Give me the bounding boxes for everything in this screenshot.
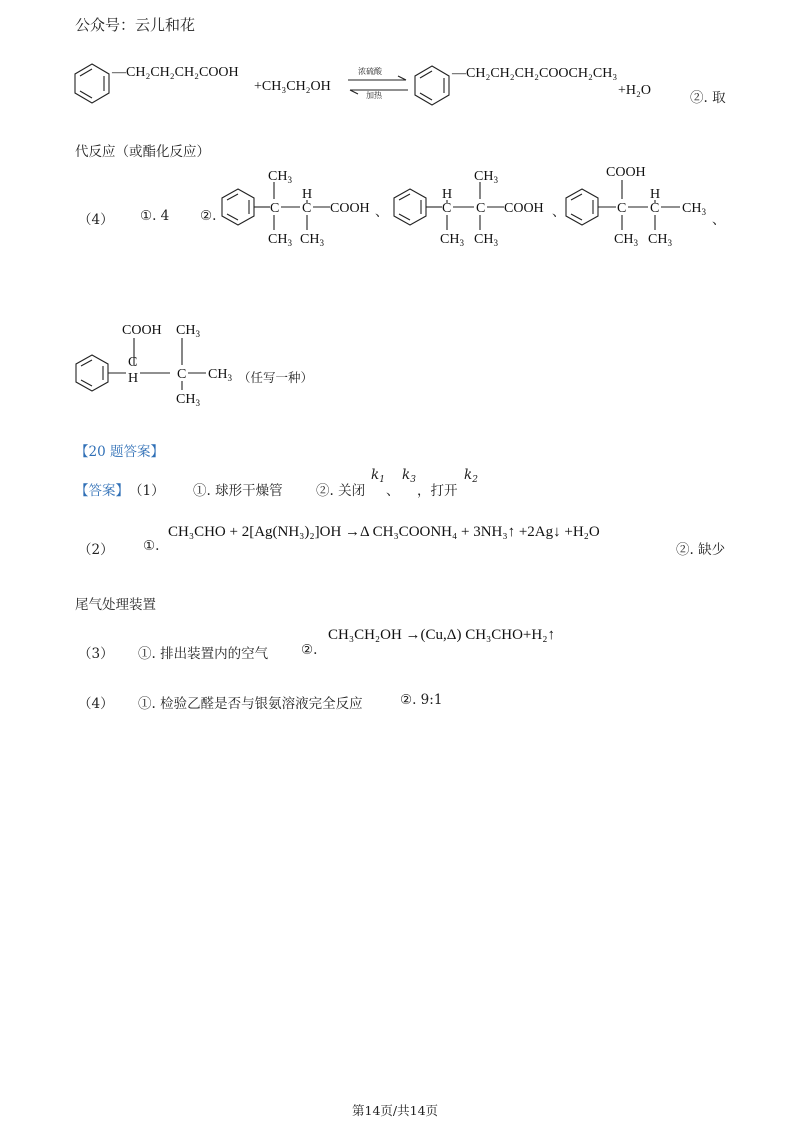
svg-text:H: H [128,371,139,386]
q20-title: 【20 题答案】 [75,444,164,460]
q4-ans2-prefix: ②. [200,208,217,224]
ethanol-oxidation-equation: CH₃CH₂OH →(Cu,Δ) CH₃CHO+H₂↑ [328,627,555,643]
svg-text:C: C [177,367,187,382]
silver-mirror-equation: CH₃CHO + 2[Ag(NH₃)₂]OH →Δ CH₃COONH₄ + 3NH₃↑ +2Ag↓ +H₂O [168,524,600,540]
svg-text:COOH: COOH [606,165,646,180]
svg-text:CH3: $CH_3$ [440,232,464,248]
condition-top: 浓硫酸 [358,67,382,76]
svg-text:COOH: COOH [504,201,544,216]
benzene-ring-2 [412,64,452,106]
svg-text:CH3: $CH_3$ [268,232,292,248]
reactant-2: +CH₃CH₂OH [254,79,331,94]
q20-p4-label: （4） [78,696,114,712]
q20-p1-label: （1） [129,483,165,499]
svg-text:COOH: COOH [330,201,370,216]
isomer-structure-4 [72,318,252,408]
svg-text:COOH: COOH [122,323,162,338]
svg-text:H: H [650,187,661,202]
q4-label: （4） [78,212,114,228]
q20-p3-a1: ①. 排出装置内的空气 [138,646,269,662]
svg-text:CH3: $CH_3$ [176,323,200,339]
q20-p4-a2: ②. 9:1 [400,692,443,708]
isomer-structure-3 [562,160,732,250]
q20-p3-label: （3） [78,646,114,662]
isomer-structure-2 [390,168,560,248]
svg-text:CH3: $CH_3$ [176,392,200,408]
svg-text:H: H [302,187,313,202]
svg-text:CH3: $CH_3$ [474,169,498,185]
answer-2-prefix: ②. 取 [690,90,726,106]
q20-p4-a1: ①. 检验乙醛是否与银氨溶液完全反应 [138,696,363,712]
svg-text:C: C [650,201,660,216]
answer-tag: 【答案】 [75,483,129,499]
separator-2: 、 [552,204,566,220]
reaction-type: 代反应（或酯化反应） [75,144,210,160]
svg-text:CH3: $CH_3$ [648,232,672,248]
q4-note: （任写一种） [238,370,314,385]
q20-p3-a2-prefix: ②. [301,642,318,658]
svg-text:CH3: $CH_3$ [268,169,292,185]
header-account: 公众号：云儿和花 [75,16,196,34]
product-water: +H₂O [618,83,651,98]
q20-p2-cont: 尾气处理装置 [75,597,156,613]
q20-p2-label: （2） [78,542,114,558]
svg-text:CH3: $CH_3$ [682,201,706,217]
k1-symbol: $k_1$ [371,467,385,485]
q20-p1-a1: ①. 球形干燥管 [193,483,283,499]
k3-symbol: $k_3$ [402,467,416,485]
condition-bottom: 加热 [366,91,382,100]
svg-text:CH3: $CH_3$ [300,232,324,248]
svg-text:H: H [442,187,453,202]
svg-text:C: C [302,201,312,216]
q20-p2-a1-prefix: ①. [143,538,160,554]
q20-p2-a2: ②. 缺少 [676,542,726,558]
product-ester: —CH₂CH₂CH₂COOCH₂CH₃ [452,66,618,81]
q20-p1-a2-prefix: ②. 关闭 [316,483,366,499]
benzene-ring-1 [72,62,112,104]
page-number: 第14页/共14页 [352,1103,439,1118]
svg-text:C: C [270,201,280,216]
separator-1: 、 [375,204,389,220]
k2-symbol: $k_2$ [464,467,478,485]
svg-text:C: C [128,355,138,370]
isomer-structure-1 [218,168,388,248]
svg-text:CH3: $CH_3$ [614,232,638,248]
comma-1: 、 [386,483,400,499]
svg-text:C: C [476,201,486,216]
reactant-1: —CH₂CH₂CH₂COOH [112,65,239,80]
separator-3: 、 [712,212,726,228]
svg-text:C: C [617,201,627,216]
svg-text:CH3: $CH_3$ [474,232,498,248]
open-text: ，打开 [417,483,458,499]
svg-text:C: C [442,201,452,216]
svg-text:CH3: $CH_3$ [208,367,232,383]
q4-ans1: ①. 4 [140,208,170,224]
